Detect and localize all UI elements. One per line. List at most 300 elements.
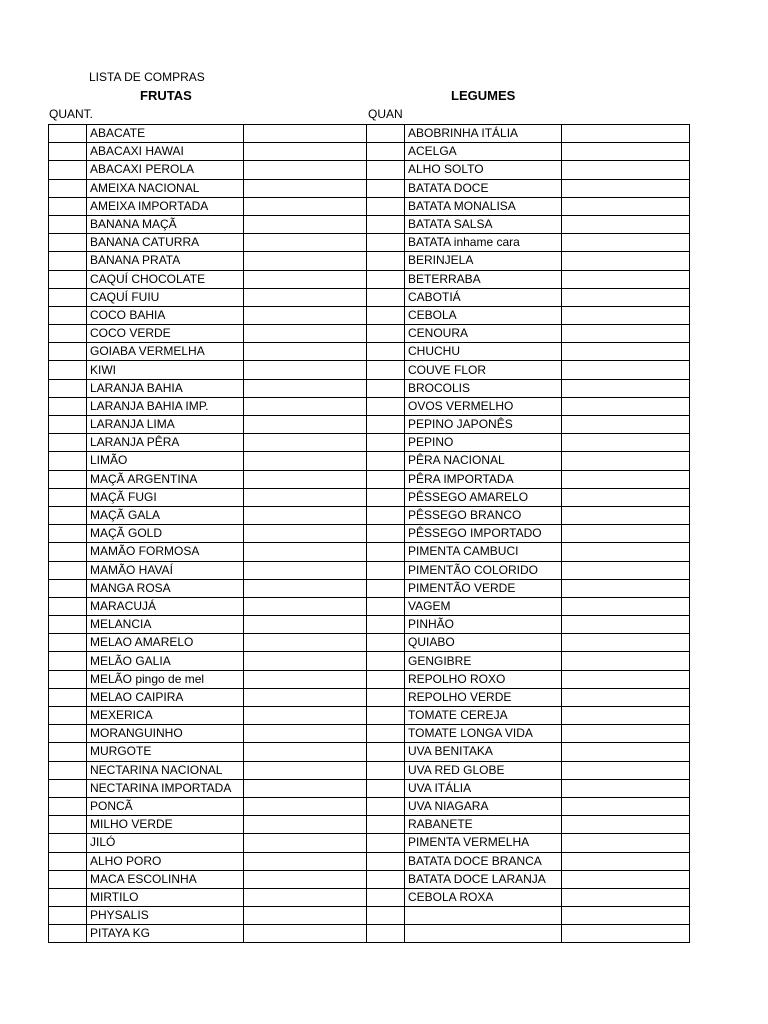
table-body <box>49 125 690 943</box>
fruta-name-cell: COCO BAHIA <box>87 306 244 324</box>
legume-quantity-cell[interactable] <box>367 252 405 270</box>
fruta-name-cell: MEXERICA <box>87 707 244 725</box>
legume-blank-cell[interactable] <box>562 834 690 852</box>
legume-name-cell: PIMENTÃO COLORIDO <box>405 561 562 579</box>
fruta-name-cell: AMEIXA NACIONAL <box>87 179 244 197</box>
legume-quantity-cell[interactable] <box>367 143 405 161</box>
fruta-name-cell: KIWI <box>87 361 244 379</box>
legume-blank-cell[interactable] <box>562 234 690 252</box>
fruta-blank-cell[interactable] <box>244 761 367 779</box>
fruta-blank-cell[interactable] <box>244 670 367 688</box>
quant-label-right: QUAN <box>368 107 403 121</box>
fruta-blank-cell[interactable] <box>244 725 367 743</box>
legume-blank-cell[interactable] <box>562 907 690 925</box>
fruta-quantity-cell[interactable] <box>49 725 87 743</box>
table-row <box>49 725 690 743</box>
legume-blank-cell[interactable] <box>562 197 690 215</box>
fruta-blank-cell[interactable] <box>244 143 367 161</box>
fruta-name-cell: JILÓ <box>87 834 244 852</box>
fruta-name-cell: MELAO CAIPIRA <box>87 688 244 706</box>
legume-name-cell: QUIABO <box>405 634 562 652</box>
fruta-blank-cell[interactable] <box>244 579 367 597</box>
fruta-quantity-cell[interactable] <box>49 761 87 779</box>
fruta-blank-cell[interactable] <box>244 561 367 579</box>
fruta-quantity-cell[interactable] <box>49 707 87 725</box>
legume-quantity-cell[interactable] <box>367 361 405 379</box>
fruta-blank-cell[interactable] <box>244 506 367 524</box>
legume-blank-cell[interactable] <box>562 306 690 324</box>
legume-blank-cell[interactable] <box>562 143 690 161</box>
fruta-blank-cell[interactable] <box>244 797 367 815</box>
table-row <box>49 306 690 324</box>
table-row <box>49 834 690 852</box>
table-row <box>49 361 690 379</box>
fruta-blank-cell[interactable] <box>244 816 367 834</box>
fruta-name-cell: MANGA ROSA <box>87 579 244 597</box>
fruta-blank-cell[interactable] <box>244 161 367 179</box>
legume-quantity-cell[interactable] <box>367 434 405 452</box>
quant-label-left: QUANT. <box>49 107 94 121</box>
legume-blank-cell[interactable] <box>562 816 690 834</box>
legume-quantity-cell[interactable] <box>367 579 405 597</box>
legume-blank-cell[interactable] <box>562 434 690 452</box>
table-row <box>49 379 690 397</box>
fruta-blank-cell[interactable] <box>244 652 367 670</box>
fruta-name-cell: MILHO VERDE <box>87 816 244 834</box>
table-row <box>49 179 690 197</box>
fruta-quantity-cell[interactable] <box>49 416 87 434</box>
legume-name-cell: PÊRA NACIONAL <box>405 452 562 470</box>
legume-blank-cell[interactable] <box>562 888 690 906</box>
table-row <box>49 434 690 452</box>
fruta-quantity-cell[interactable] <box>49 852 87 870</box>
fruta-quantity-cell[interactable] <box>49 343 87 361</box>
fruta-blank-cell[interactable] <box>244 361 367 379</box>
fruta-name-cell: MELAO AMARELO <box>87 634 244 652</box>
fruta-quantity-cell[interactable] <box>49 488 87 506</box>
table-row <box>49 688 690 706</box>
table-row <box>49 561 690 579</box>
legume-quantity-cell[interactable] <box>367 488 405 506</box>
legume-quantity-cell[interactable] <box>367 215 405 233</box>
fruta-quantity-cell[interactable] <box>49 743 87 761</box>
legume-quantity-cell[interactable] <box>367 725 405 743</box>
legume-name-cell: BATATA MONALISA <box>405 197 562 215</box>
fruta-blank-cell[interactable] <box>244 416 367 434</box>
legume-blank-cell[interactable] <box>562 470 690 488</box>
legume-quantity-cell[interactable] <box>367 834 405 852</box>
legume-name-cell: BATATA DOCE LARANJA <box>405 870 562 888</box>
legume-name-cell: PEPINO <box>405 434 562 452</box>
fruta-name-cell: PITAYA KG <box>87 925 244 943</box>
fruta-blank-cell[interactable] <box>244 306 367 324</box>
fruta-blank-cell[interactable] <box>244 925 367 943</box>
legume-name-cell: CEBOLA ROXA <box>405 888 562 906</box>
legume-blank-cell[interactable] <box>562 616 690 634</box>
legume-quantity-cell[interactable] <box>367 670 405 688</box>
legume-quantity-cell[interactable] <box>367 506 405 524</box>
fruta-name-cell: MELANCIA <box>87 616 244 634</box>
fruta-quantity-cell[interactable] <box>49 579 87 597</box>
fruta-quantity-cell[interactable] <box>49 361 87 379</box>
fruta-quantity-cell[interactable] <box>49 525 87 543</box>
legume-quantity-cell[interactable] <box>367 816 405 834</box>
fruta-quantity-cell[interactable] <box>49 215 87 233</box>
fruta-name-cell: NECTARINA IMPORTADA <box>87 779 244 797</box>
fruta-name-cell: PONCÃ <box>87 797 244 815</box>
legume-blank-cell[interactable] <box>562 252 690 270</box>
fruta-quantity-cell[interactable] <box>49 325 87 343</box>
fruta-blank-cell[interactable] <box>244 234 367 252</box>
fruta-quantity-cell[interactable] <box>49 288 87 306</box>
legume-blank-cell[interactable] <box>562 761 690 779</box>
legume-blank-cell[interactable] <box>562 325 690 343</box>
fruta-quantity-cell[interactable] <box>49 270 87 288</box>
fruta-blank-cell[interactable] <box>244 743 367 761</box>
fruta-name-cell: MACA ESCOLINHA <box>87 870 244 888</box>
table-row <box>49 761 690 779</box>
fruta-quantity-cell[interactable] <box>49 379 87 397</box>
legume-blank-cell[interactable] <box>562 288 690 306</box>
legume-quantity-cell[interactable] <box>367 197 405 215</box>
fruta-blank-cell[interactable] <box>244 852 367 870</box>
legume-name-cell <box>405 907 562 925</box>
fruta-quantity-cell[interactable] <box>49 561 87 579</box>
legume-blank-cell[interactable] <box>562 870 690 888</box>
fruta-name-cell: LARANJA BAHIA IMP. <box>87 397 244 415</box>
legume-quantity-cell[interactable] <box>367 761 405 779</box>
fruta-blank-cell[interactable] <box>244 834 367 852</box>
legume-name-cell: ABOBRINHA ITÁLIA <box>405 125 562 143</box>
fruta-quantity-cell[interactable] <box>49 434 87 452</box>
fruta-quantity-cell[interactable] <box>49 397 87 415</box>
legume-blank-cell[interactable] <box>562 797 690 815</box>
legume-quantity-cell[interactable] <box>367 470 405 488</box>
fruta-quantity-cell[interactable] <box>49 306 87 324</box>
table-row <box>49 197 690 215</box>
fruta-quantity-cell[interactable] <box>49 125 87 143</box>
fruta-name-cell: LARANJA PÊRA <box>87 434 244 452</box>
fruta-name-cell: MIRTILO <box>87 888 244 906</box>
legume-quantity-cell[interactable] <box>367 634 405 652</box>
table-row <box>49 252 690 270</box>
fruta-blank-cell[interactable] <box>244 888 367 906</box>
legume-quantity-cell[interactable] <box>367 561 405 579</box>
list-title: LISTA DE COMPRAS <box>89 70 205 84</box>
legume-blank-cell[interactable] <box>562 579 690 597</box>
legume-name-cell: UVA BENITAKA <box>405 743 562 761</box>
table-row <box>49 870 690 888</box>
fruta-name-cell: COCO VERDE <box>87 325 244 343</box>
fruta-quantity-cell[interactable] <box>49 925 87 943</box>
table-row <box>49 470 690 488</box>
fruta-quantity-cell[interactable] <box>49 816 87 834</box>
fruta-blank-cell[interactable] <box>244 470 367 488</box>
fruta-name-cell: MORANGUINHO <box>87 725 244 743</box>
fruta-quantity-cell[interactable] <box>49 870 87 888</box>
table-row <box>49 416 690 434</box>
fruta-quantity-cell[interactable] <box>49 452 87 470</box>
fruta-quantity-cell[interactable] <box>49 797 87 815</box>
fruta-quantity-cell[interactable] <box>49 888 87 906</box>
table-row <box>49 215 690 233</box>
fruta-blank-cell[interactable] <box>244 870 367 888</box>
legume-blank-cell[interactable] <box>562 343 690 361</box>
fruta-name-cell: MARACUJÁ <box>87 597 244 615</box>
legume-blank-cell[interactable] <box>562 270 690 288</box>
legume-blank-cell[interactable] <box>562 634 690 652</box>
legume-quantity-cell[interactable] <box>367 270 405 288</box>
legume-blank-cell[interactable] <box>562 506 690 524</box>
table-row <box>49 125 690 143</box>
legume-name-cell: PINHÃO <box>405 616 562 634</box>
legume-blank-cell[interactable] <box>562 543 690 561</box>
legume-quantity-cell[interactable] <box>367 288 405 306</box>
legume-name-cell: BATATA inhame cara <box>405 234 562 252</box>
table-row <box>49 743 690 761</box>
fruta-quantity-cell[interactable] <box>49 688 87 706</box>
legume-quantity-cell[interactable] <box>367 652 405 670</box>
legume-name-cell: COUVE FLOR <box>405 361 562 379</box>
legume-name-cell: BATATA SALSA <box>405 215 562 233</box>
fruta-quantity-cell[interactable] <box>49 234 87 252</box>
shopping-table <box>48 124 690 943</box>
legume-blank-cell[interactable] <box>562 779 690 797</box>
fruta-name-cell: LARANJA LIMA <box>87 416 244 434</box>
fruta-name-cell: BANANA CATURRA <box>87 234 244 252</box>
fruta-name-cell: CAQUÍ FUIU <box>87 288 244 306</box>
legume-quantity-cell[interactable] <box>367 797 405 815</box>
table-row <box>49 634 690 652</box>
fruta-name-cell: NECTARINA NACIONAL <box>87 761 244 779</box>
fruta-blank-cell[interactable] <box>244 288 367 306</box>
legume-blank-cell[interactable] <box>562 179 690 197</box>
legume-quantity-cell[interactable] <box>367 888 405 906</box>
fruta-name-cell: ABACAXI PEROLA <box>87 161 244 179</box>
fruta-name-cell: CAQUÍ CHOCOLATE <box>87 270 244 288</box>
table-row <box>49 270 690 288</box>
fruta-quantity-cell[interactable] <box>49 543 87 561</box>
legume-name-cell: ALHO SOLTO <box>405 161 562 179</box>
legume-quantity-cell[interactable] <box>367 161 405 179</box>
fruta-blank-cell[interactable] <box>244 397 367 415</box>
fruta-name-cell: BANANA PRATA <box>87 252 244 270</box>
legume-name-cell: VAGEM <box>405 597 562 615</box>
legume-name-cell: CEBOLA <box>405 306 562 324</box>
fruta-blank-cell[interactable] <box>244 634 367 652</box>
fruta-blank-cell[interactable] <box>244 452 367 470</box>
legume-name-cell: PÊSSEGO AMARELO <box>405 488 562 506</box>
fruta-quantity-cell[interactable] <box>49 179 87 197</box>
legume-blank-cell[interactable] <box>562 125 690 143</box>
fruta-quantity-cell[interactable] <box>49 652 87 670</box>
legume-quantity-cell[interactable] <box>367 597 405 615</box>
legume-quantity-cell[interactable] <box>367 416 405 434</box>
fruta-blank-cell[interactable] <box>244 779 367 797</box>
fruta-blank-cell[interactable] <box>244 688 367 706</box>
fruta-blank-cell[interactable] <box>244 343 367 361</box>
table-row <box>49 707 690 725</box>
table-row <box>49 670 690 688</box>
legume-name-cell <box>405 925 562 943</box>
legume-quantity-cell[interactable] <box>367 707 405 725</box>
table-row <box>49 397 690 415</box>
legume-blank-cell[interactable] <box>562 561 690 579</box>
fruta-name-cell: MAÇÃ GALA <box>87 506 244 524</box>
legume-blank-cell[interactable] <box>562 707 690 725</box>
fruta-quantity-cell[interactable] <box>49 834 87 852</box>
table-row <box>49 925 690 943</box>
fruta-name-cell: ABACAXI HAWAI <box>87 143 244 161</box>
table-row <box>49 488 690 506</box>
legume-quantity-cell[interactable] <box>367 179 405 197</box>
fruta-name-cell: ABACATE <box>87 125 244 143</box>
table-row <box>49 852 690 870</box>
fruta-quantity-cell[interactable] <box>49 597 87 615</box>
legume-quantity-cell[interactable] <box>367 743 405 761</box>
fruta-blank-cell[interactable] <box>244 543 367 561</box>
legume-quantity-cell[interactable] <box>367 870 405 888</box>
legume-quantity-cell[interactable] <box>367 125 405 143</box>
fruta-quantity-cell[interactable] <box>49 161 87 179</box>
fruta-blank-cell[interactable] <box>244 379 367 397</box>
legume-name-cell: PIMENTA VERMELHA <box>405 834 562 852</box>
legume-quantity-cell[interactable] <box>367 852 405 870</box>
legume-name-cell: UVA RED GLOBE <box>405 761 562 779</box>
legume-blank-cell[interactable] <box>562 397 690 415</box>
legume-blank-cell[interactable] <box>562 488 690 506</box>
fruta-name-cell: MURGOTE <box>87 743 244 761</box>
legume-name-cell: PÊSSEGO BRANCO <box>405 506 562 524</box>
fruta-quantity-cell[interactable] <box>49 779 87 797</box>
legume-quantity-cell[interactable] <box>367 306 405 324</box>
legume-name-cell: REPOLHO VERDE <box>405 688 562 706</box>
table-row <box>49 779 690 797</box>
legume-quantity-cell[interactable] <box>367 325 405 343</box>
fruta-blank-cell[interactable] <box>244 215 367 233</box>
fruta-quantity-cell[interactable] <box>49 143 87 161</box>
legume-blank-cell[interactable] <box>562 743 690 761</box>
legume-quantity-cell[interactable] <box>367 452 405 470</box>
legume-quantity-cell[interactable] <box>367 525 405 543</box>
legume-blank-cell[interactable] <box>562 688 690 706</box>
legume-name-cell: UVA NIAGARA <box>405 797 562 815</box>
legume-blank-cell[interactable] <box>562 925 690 943</box>
table-row <box>49 288 690 306</box>
legume-quantity-cell[interactable] <box>367 779 405 797</box>
fruta-name-cell: MELÃO GALIA <box>87 652 244 670</box>
legume-blank-cell[interactable] <box>562 215 690 233</box>
fruta-quantity-cell[interactable] <box>49 252 87 270</box>
legume-name-cell: PEPINO JAPONÊS <box>405 416 562 434</box>
legume-name-cell: PÊRA IMPORTADA <box>405 470 562 488</box>
fruta-quantity-cell[interactable] <box>49 506 87 524</box>
fruta-blank-cell[interactable] <box>244 434 367 452</box>
legume-name-cell: BROCOLIS <box>405 379 562 397</box>
fruta-name-cell: MAÇÃ GOLD <box>87 525 244 543</box>
legume-name-cell: RABANETE <box>405 816 562 834</box>
frutas-heading: FRUTAS <box>140 88 192 103</box>
fruta-name-cell: LIMÃO <box>87 452 244 470</box>
legume-blank-cell[interactable] <box>562 416 690 434</box>
legume-name-cell: BERINJELA <box>405 252 562 270</box>
table-row <box>49 525 690 543</box>
legume-blank-cell[interactable] <box>562 725 690 743</box>
legume-blank-cell[interactable] <box>562 379 690 397</box>
legume-quantity-cell[interactable] <box>367 688 405 706</box>
fruta-blank-cell[interactable] <box>244 125 367 143</box>
fruta-name-cell: LARANJA BAHIA <box>87 379 244 397</box>
fruta-quantity-cell[interactable] <box>49 616 87 634</box>
legume-blank-cell[interactable] <box>562 852 690 870</box>
table-row <box>49 907 690 925</box>
table-row <box>49 797 690 815</box>
legume-quantity-cell[interactable] <box>367 907 405 925</box>
fruta-name-cell: MAMÃO FORMOSA <box>87 543 244 561</box>
legume-quantity-cell[interactable] <box>367 343 405 361</box>
legume-blank-cell[interactable] <box>562 361 690 379</box>
legume-quantity-cell[interactable] <box>367 616 405 634</box>
fruta-blank-cell[interactable] <box>244 488 367 506</box>
fruta-blank-cell[interactable] <box>244 270 367 288</box>
legume-quantity-cell[interactable] <box>367 925 405 943</box>
fruta-blank-cell[interactable] <box>244 907 367 925</box>
fruta-quantity-cell[interactable] <box>49 670 87 688</box>
table-row <box>49 543 690 561</box>
fruta-quantity-cell[interactable] <box>49 634 87 652</box>
fruta-name-cell: GOIABA VERMELHA <box>87 343 244 361</box>
fruta-name-cell: MELÃO pingo de mel <box>87 670 244 688</box>
fruta-quantity-cell[interactable] <box>49 197 87 215</box>
fruta-blank-cell[interactable] <box>244 525 367 543</box>
legume-blank-cell[interactable] <box>562 161 690 179</box>
legume-blank-cell[interactable] <box>562 452 690 470</box>
fruta-blank-cell[interactable] <box>244 197 367 215</box>
table-row <box>49 506 690 524</box>
legume-quantity-cell[interactable] <box>367 379 405 397</box>
legume-name-cell: PÊSSEGO IMPORTADO <box>405 525 562 543</box>
fruta-blank-cell[interactable] <box>244 597 367 615</box>
table-row <box>49 616 690 634</box>
legume-name-cell: PIMENTÃO VERDE <box>405 579 562 597</box>
fruta-name-cell: AMEIXA IMPORTADA <box>87 197 244 215</box>
legume-quantity-cell[interactable] <box>367 543 405 561</box>
legume-blank-cell[interactable] <box>562 525 690 543</box>
legume-name-cell: TOMATE LONGA VIDA <box>405 725 562 743</box>
legume-blank-cell[interactable] <box>562 670 690 688</box>
fruta-blank-cell[interactable] <box>244 179 367 197</box>
fruta-blank-cell[interactable] <box>244 252 367 270</box>
legume-quantity-cell[interactable] <box>367 234 405 252</box>
table-row <box>49 579 690 597</box>
legume-name-cell: CABOTIÁ <box>405 288 562 306</box>
fruta-blank-cell[interactable] <box>244 616 367 634</box>
legume-name-cell: GENGIBRE <box>405 652 562 670</box>
fruta-blank-cell[interactable] <box>244 707 367 725</box>
fruta-name-cell: PHYSALIS <box>87 907 244 925</box>
fruta-name-cell: BANANA MAÇÃ <box>87 215 244 233</box>
fruta-name-cell: ALHO PORO <box>87 852 244 870</box>
fruta-quantity-cell[interactable] <box>49 907 87 925</box>
legume-quantity-cell[interactable] <box>367 397 405 415</box>
fruta-blank-cell[interactable] <box>244 325 367 343</box>
fruta-name-cell: MAÇÃ ARGENTINA <box>87 470 244 488</box>
fruta-quantity-cell[interactable] <box>49 470 87 488</box>
legume-blank-cell[interactable] <box>562 652 690 670</box>
table-row <box>49 816 690 834</box>
table-row <box>49 597 690 615</box>
legume-blank-cell[interactable] <box>562 597 690 615</box>
